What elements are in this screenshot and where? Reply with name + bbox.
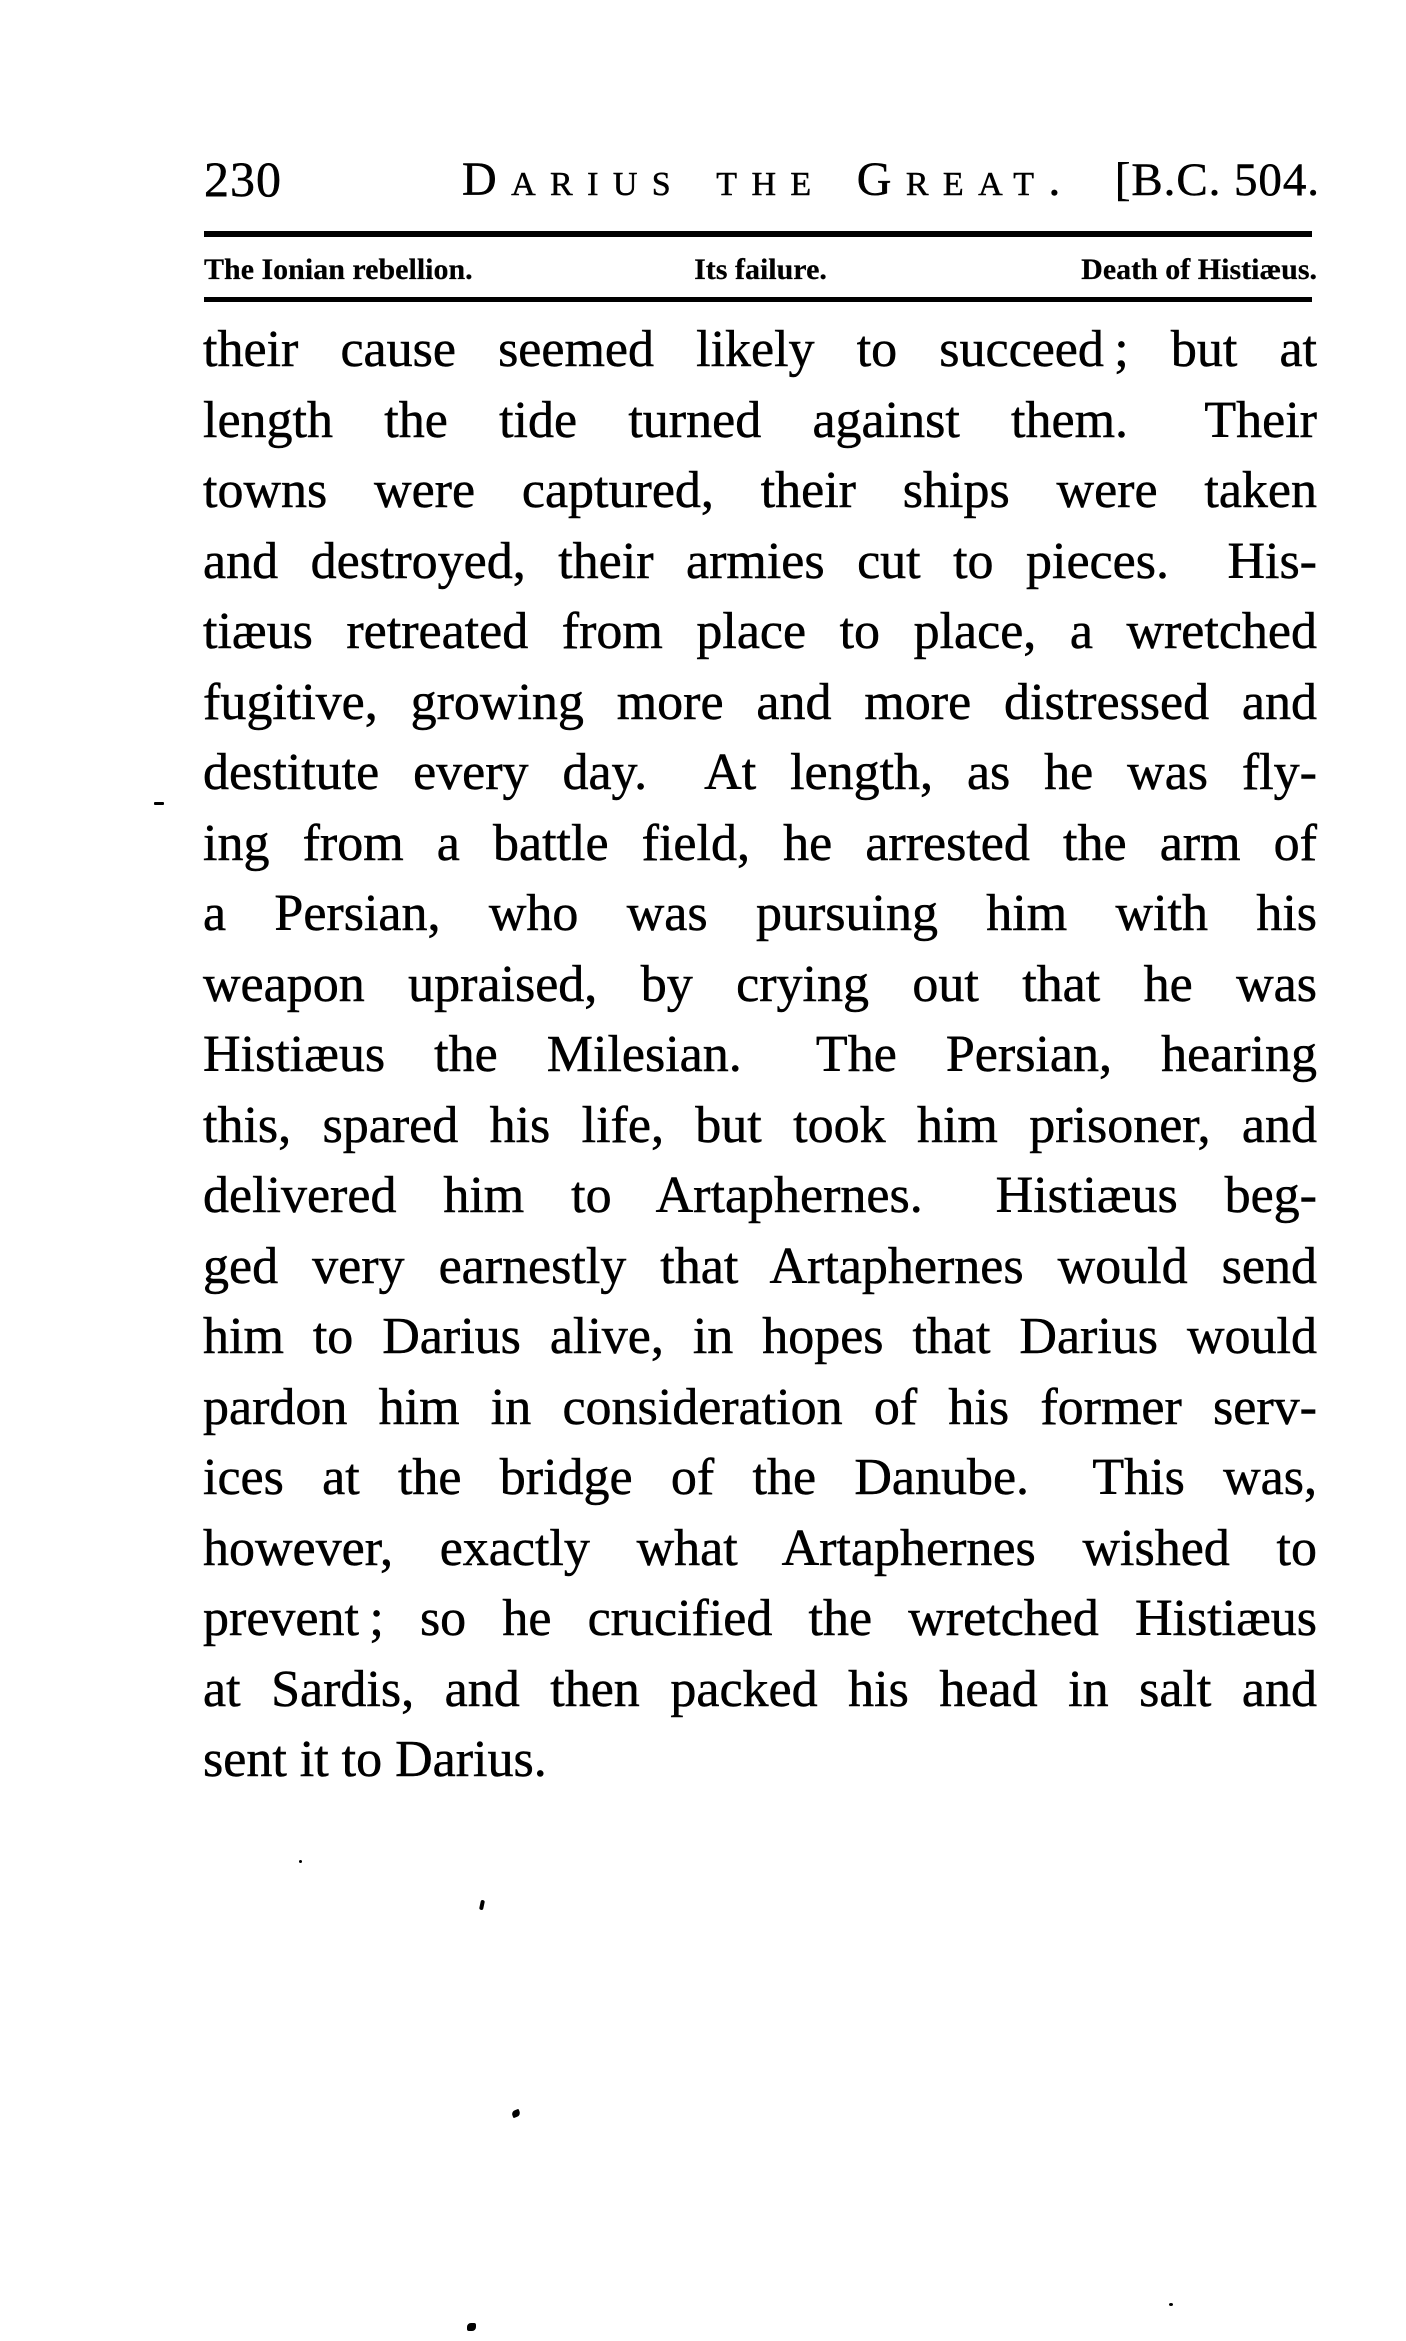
ink-speck: [467, 2323, 476, 2331]
page-number: 230: [204, 151, 282, 207]
text-line: this, spared his life, but took him prisoner, and: [203, 1096, 1317, 1154]
text-line: tiæus retreated from place to place, a wretched: [203, 603, 1317, 660]
text-line: towns were captured, their ships were taken: [203, 462, 1317, 519]
text-line: destitute every day. At length, as he was fly-: [203, 744, 1317, 801]
running-title: Darius the Great.: [462, 153, 1075, 206]
ink-speck: [511, 2109, 521, 2118]
text-line: weapon upraised, by crying out that he was: [203, 955, 1317, 1013]
text-line: ing from a battle field, he arrested the arm of: [203, 814, 1317, 872]
text-line: Histiæus the Milesian. The Persian, hearing: [203, 1026, 1317, 1083]
text-line: and destroyed, their armies cut to pieces. His-: [203, 532, 1317, 590]
text-line: at Sardis, and then packed his head in salt and: [203, 1660, 1317, 1718]
text-line: their cause seemed likely to succeed ; but at: [203, 321, 1317, 378]
text-line: him to Darius alive, in hopes that Darius would: [203, 1308, 1317, 1365]
text-line: delivered him to Artaphernes. Histiæus beg-: [203, 1167, 1317, 1224]
header-rule-bottom: [204, 297, 1312, 302]
text-line: a Persian, who was pursuing him with his: [203, 885, 1317, 942]
text-line: length the tide turned against them. Their: [203, 391, 1317, 449]
ink-speck: [154, 802, 164, 805]
text-line: sent it to Darius.: [203, 1731, 547, 1788]
text-line: ices at the bridge of the Danube. This was,: [203, 1449, 1317, 1506]
body-text: [203, 315, 1317, 1796]
text-line: ged very earnestly that Artaphernes would send: [203, 1237, 1317, 1295]
text-line: pardon him in consideration of his former serv-: [203, 1378, 1317, 1436]
running-head-right: Death of Histiæus.: [1081, 253, 1317, 286]
running-heads: [204, 252, 1317, 288]
text-line: fugitive, growing more and more distressed and: [203, 673, 1317, 731]
text-line: however, exactly what Artaphernes wished to: [203, 1519, 1317, 1577]
running-head-left: The Ionian rebellion.: [204, 253, 473, 286]
header-rule-top: [204, 231, 1312, 237]
ink-speck: [479, 1900, 485, 1911]
text-line: prevent ; so he crucified the wretched Histiæus: [203, 1590, 1317, 1647]
running-head-center: Its failure.: [694, 253, 827, 286]
ink-speck: [299, 1860, 302, 1863]
era-label: [B.C. 504.: [1114, 154, 1320, 206]
ink-speck: [1169, 2303, 1173, 2306]
